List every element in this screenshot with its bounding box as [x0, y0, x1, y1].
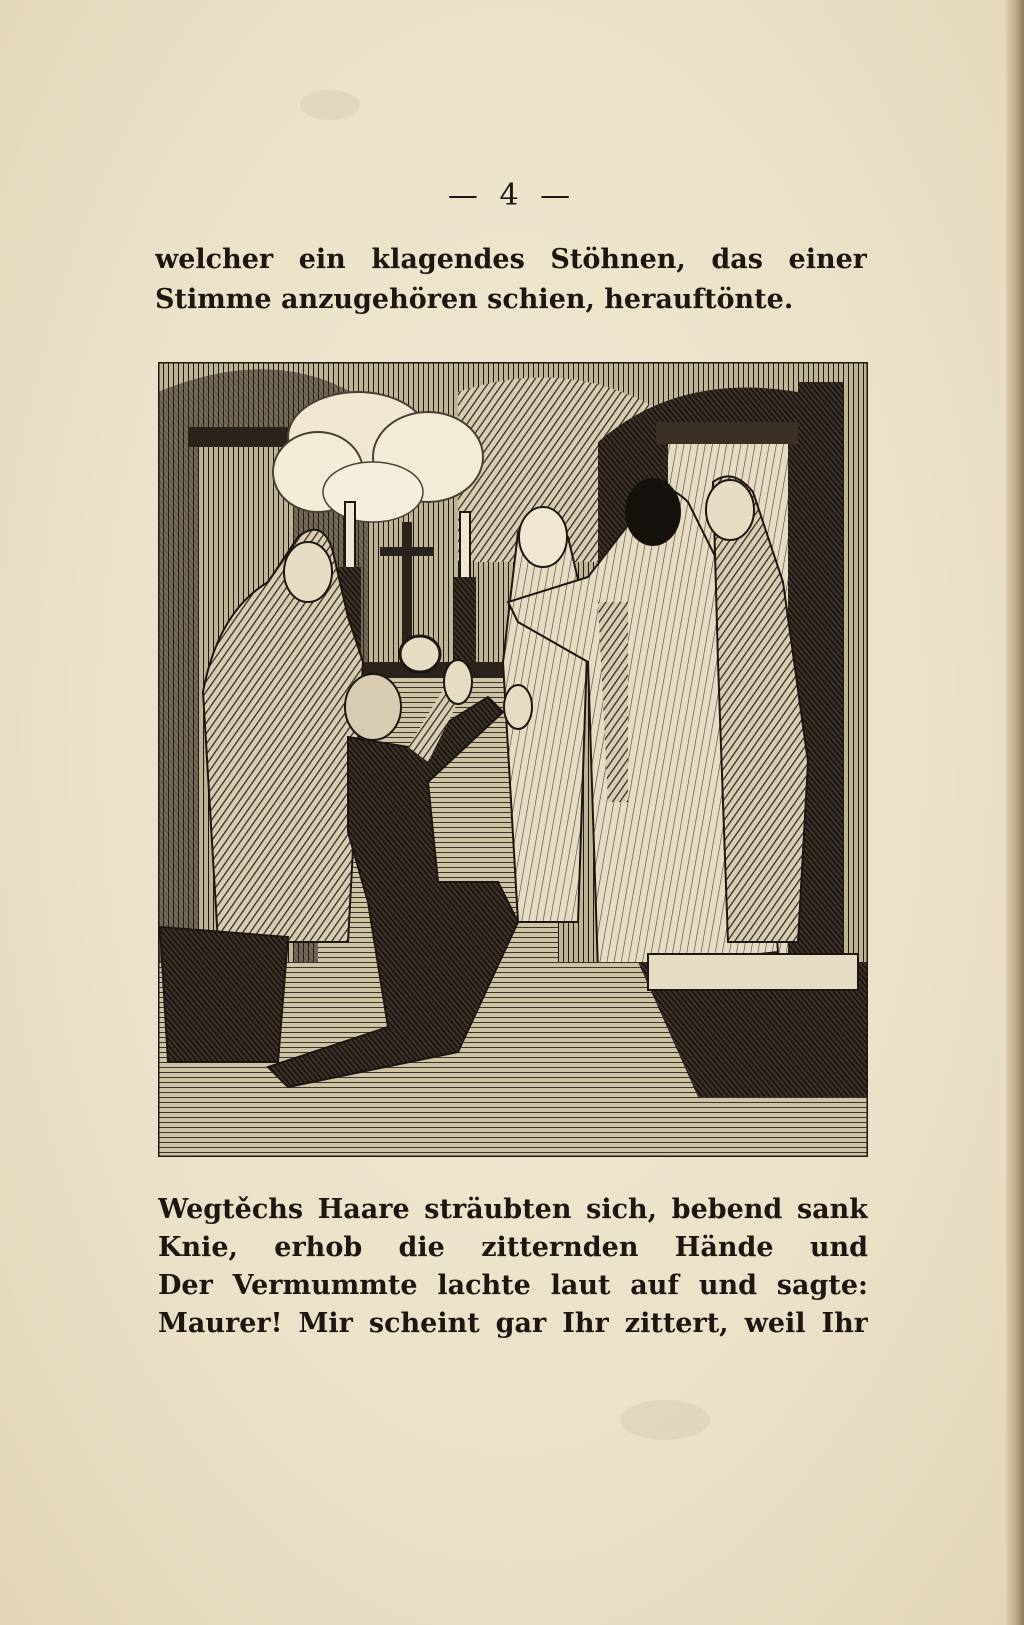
stone-slab	[648, 954, 858, 990]
text-line: welcher ein klagendes Stöhnen, das einer	[155, 244, 867, 275]
engraving-illustration	[158, 362, 868, 1157]
raised-hand	[504, 685, 532, 729]
paper-stain	[300, 90, 360, 120]
text-line: Stimme anzugehören schien, herauftönte.	[155, 284, 794, 315]
right-pillar-capital	[656, 422, 801, 444]
skull	[400, 636, 440, 672]
text-line: Maurer! Mir scheint gar Ihr zittert, weil Ihr	[158, 1308, 868, 1339]
page-edge	[1006, 0, 1024, 1625]
dark-mask	[625, 478, 681, 546]
text-line: Knie, erhob die zitternden Hände und	[158, 1232, 868, 1263]
bottom-paragraph	[158, 1191, 868, 1343]
raised-hand	[444, 660, 472, 704]
mortar-bucket	[160, 927, 288, 1062]
text-line: Der Vermummte lachte laut auf und sagte:	[158, 1270, 868, 1301]
page-number: — 4 —	[447, 178, 577, 213]
text-line: Wegtěchs Haare sträubten sich, bebend sank	[158, 1194, 868, 1225]
top-paragraph	[155, 240, 867, 320]
far-right-column	[798, 382, 843, 1002]
paper-stain	[620, 1400, 710, 1440]
crypt-scene-engraving	[158, 362, 868, 1157]
